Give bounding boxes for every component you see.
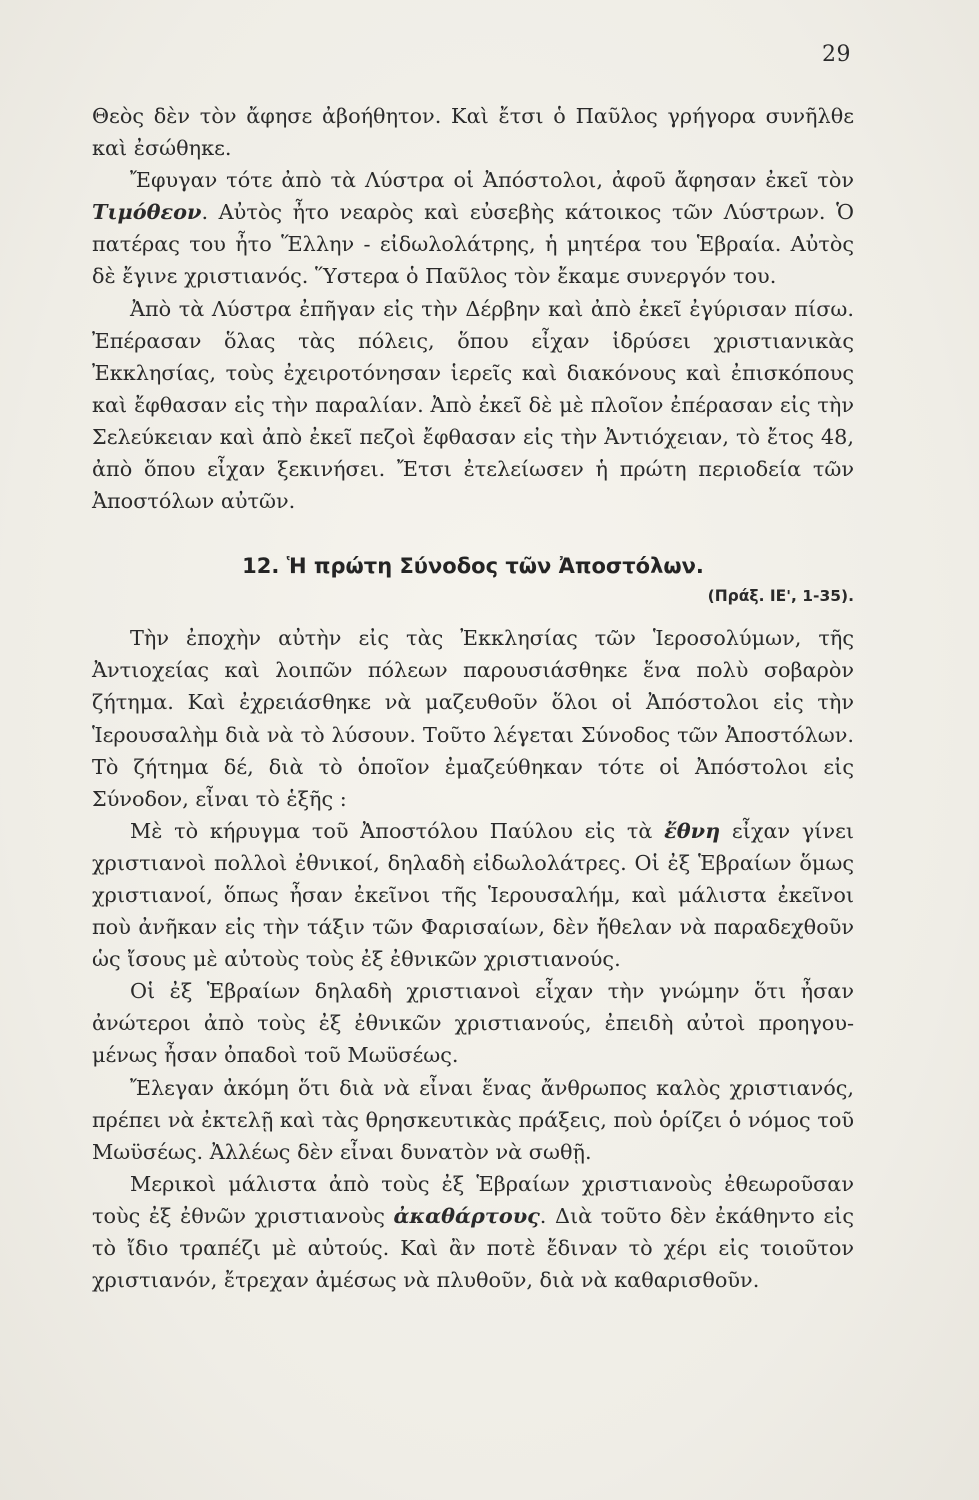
paragraph-text: Ἀπὸ τὰ Λύστρα ἐπῆγαν εἰς τὴν Δέρβην καὶ ἀπὸ ἐκεῖ ἐγύρισαν πίσω. Ἐπέρασαν ὅλας τὰς πόλεις, ὅπου εἶχαν ἱδρύσει χριστιανικὰς Ἐκκλησίας, τοὺς ἐχειροτόνησαν ἱερεῖς καὶ διακόνους καὶ ἐπισκόπους καὶ ἔφθασαν εἰς τὴν παραλίαν. Ἀπὸ ἐκεῖ δὲ μὲ πλοῖον ἐπέρασαν εἰς τὴν Σελεύκειαν καὶ ἀπὸ ἐκεῖ πεζοὶ ἔφθασαν εἰς τὴν Ἀντιόχειαν, τὸ ἔτος 48, ἀπὸ ὅπου εἶχαν ξεκινήσει. Ἔτσι ἐτελείωσεν ἡ πρώτη περιοδεία τῶν Ἀποστόλων αὐτῶν.: [92, 296, 854, 514]
paragraph: [92, 1072, 854, 1168]
paragraph-text: Μὲ τὸ κήρυγμα τοῦ Ἀποστόλου Παύλου εἰς τὰ: [130, 818, 665, 843]
emphasis-text: ἀκαθάρτους: [393, 1202, 540, 1228]
paragraph: [92, 1168, 854, 1296]
paragraph: [92, 815, 854, 975]
paragraph-text: Τὴν ἐποχὴν αὐτὴν εἰς τὰς Ἐκκλησίας τῶν Ἱεροσολύμων, τῆς Ἀντιοχείας καὶ λοιπῶν πόλεων παρουσιάσθηκε ἕνα πολὺ σοβαρὸν ζήτημα. Καὶ ἐχρειάσθηκε νὰ μαζευθοῦν ὅλοι οἱ Ἀπόστολοι εἰς τὴν Ἱερουσαλὴμ διὰ νὰ τὸ λύσουν. Τοῦτο λέγεται Σύνοδος τῶν Ἀποστόλων. Τὸ ζήτημα δέ, διὰ τὸ ὁποῖον ἐμαζεύθηκαν τότε οἱ Ἀπόστολοι εἰς Σύνοδον, εἶναι τὸ ἑξῆς :: [92, 626, 854, 811]
paragraph-text: Θεὸς δὲν τὸν ἄφησε ἀβοήθητον. Καὶ ἔτσι ὁ Παῦλος γρήγορα συνῆλθε καὶ ἐσώθηκε.: [92, 104, 854, 161]
paragraph: [92, 293, 854, 518]
paragraph-text: Ἔφυγαν τότε ἀπὸ τὰ Λύστρα οἱ Ἀπόστολοι, ἀφοῦ ἄφησαν ἐκεῖ τὸν: [130, 168, 854, 193]
paragraph-text: Μερικοὶ μάλιστα ἀπὸ τοὺς ἐξ Ἑβραίων χριστιανοὺς ἐθεωροῦσαν τοὺς ἐξ ἐθνῶν χριστιανοὺς: [92, 1171, 854, 1228]
paragraph-text: Οἱ ἐξ Ἑβραίων δηλαδὴ χριστιανοὶ εἶχαν τὴν γνώμην ὅτι ἦσαν ἀνώτεροι ἀπὸ τοὺς ἐξ ἐθνικῶν χριστιανούς, ἐπειδὴ αὐτοὶ προηγουμένως ἦσαν ὀπαδοὶ τοῦ Μωϋσέως.: [92, 979, 854, 1068]
paragraph-text: . Διὰ τοῦτο δὲν ἐκάθηντο εἰς τὸ ἴδιο τραπέζι μὲ αὐτούς. Καὶ ἂν ποτὲ ἔδιναν τὸ χέρι εἰς τοιοῦτον χριστιανόν, ἔτρεχαν ἀμέσως νὰ πλυθοῦν, διὰ νὰ καθαρισθοῦν.: [92, 1203, 854, 1293]
paragraph-text: Ἔλεγαν ἀκόμη ὅτι διὰ νὰ εἶναι ἕνας ἄνθρωπος καλὸς χριστιανός, πρέπει νὰ ἐκτελῇ καὶ τὰς θρησκευτικὰς πράξεις, ποὺ ὁρίζει ὁ νόμος τοῦ Μωϋσέως. Ἀλλέως δὲν εἶναι δυνατὸν νὰ σωθῇ.: [92, 1075, 854, 1164]
paragraph: [92, 164, 854, 292]
section-heading: 12. Ἡ πρώτη Σύνοδος τῶν Ἀποστόλων.: [242, 554, 704, 579]
paragraphs-before-section: [92, 100, 854, 517]
paragraphs-after-section: [92, 622, 854, 1296]
emphasis-text: ἔθνη: [664, 817, 721, 843]
section-reference: (Πράξ. ΙΕ', 1-35).: [707, 587, 854, 606]
emphasis-text: Τιμόθεον: [92, 199, 202, 225]
paragraph-text: εἶχαν γίνει χριστιανοὶ πολλοὶ ἐθνικοί, δηλαδὴ εἰδωλολάτρες. Οἱ ἐξ Ἑβραίων ὅμως χριστιανοί, ὅπως ἦσαν ἐκεῖνοι τῆς Ἱερουσαλήμ, καὶ μάλιστα ἐκεῖνοι ποὺ ἀνῆκαν εἰς τὴν τάξιν τῶν Φαρισαίων, δὲν ἤθελαν νὰ παραδεχθοῦν ὡς ἴσους μὲ αὐτοὺς τοὺς ἐξ ἐθνικῶν χριστιανούς.: [92, 818, 855, 972]
page-number: 29: [822, 42, 851, 67]
paragraph-text: . Αὐτὸς ἦτο νεαρὸς καὶ εὐσεβὴς κάτοικος τῶν Λύστρων. Ὁ πατέρας του ἦτο Ἕλλην - εἰδωλολάτρης, ἡ μητέρα του Ἑβραία. Αὐτὸς δὲ ἔγινε χριστιανός. Ὕστερα ὁ Παῦλος τὸν ἔκαμε συνεργόν του.: [92, 200, 854, 289]
paragraph: [92, 975, 854, 1071]
paragraph: [92, 100, 854, 164]
page-content: [92, 100, 854, 1296]
paragraph: [92, 622, 854, 815]
